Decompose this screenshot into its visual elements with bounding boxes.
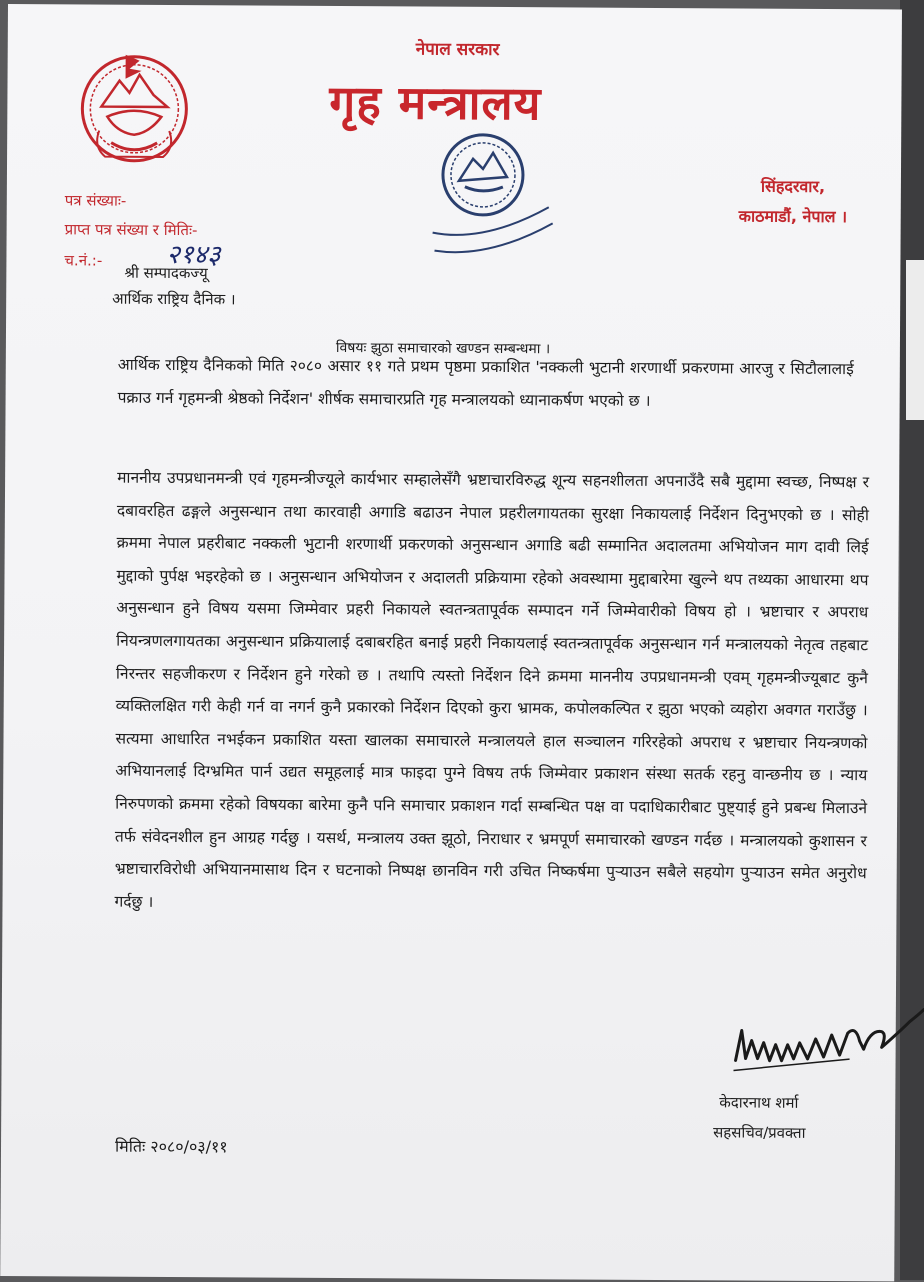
recipient-name: श्री सम्पादकज्यू bbox=[124, 263, 208, 283]
body-paragraph-2: माननीय उपप्रधानमन्त्री एवं गृहमन्त्रीज्यूले कार्यभार सम्हालेसँगै भ्रष्टाचारविरुद्ध शून्य सहनशीलता अपनाउँदै सबै मुद्दामा स्वच्छ, निष्पक्ष र दबावरहित ढङ्गले अनुसन्धान तथा कारवाही अगाडि बढाउन नेपाल प्रहरीलगायतका सुरक्षा निकायलाई निर्देशन दिनुभएको छ । सोही क्रममा नेपाल प्रहरीबाट नक्कली भुटानी शरणार्थी प्रकरणको अनुसन्धान अगाडि बढी सम्मानित अदालतमा अभियोजन माग दावी लिई मुद्दाको पुर्पक्ष भइरहेको छ । अनुसन्धान अभियोजन र अदालती प्रक्रियामा रहेको अवस्थामा मुद्दाबारेमा खुल्ने थप तथ्यका आधारमा थप अनुसन्धान हुने विषय यसमा जिम्मेवार प्रहरी निकायले स्वतन्त्रतापूर्वक सम्पादन गर्ने जिम्मेवारीको विषय हो । भ्रष्टाचार र अपराध नियन्त्रणलगायतका अनुसन्धान प्रक्रियालाई दबाबरहित बनाई प्रहरी निकायलाई स्वतन्त्रतापूर्वक अनुसन्धान गर्न मन्त्रालयको नेतृत्व तहबाट निरन्तर सहजीकरण र निर्देशन हुने गरेको छ । तथापि त्यस्तो निर्देशन दिने क्रममा माननीय उपप्रधानमन्त्री एवम् गृहमन्त्रीज्यूबाट कुनै व्यक्तिलक्षित गरी केही गर्न वा नगर्न कुनै प्रकारको निर्देशन दिएको कुरा भ्रामक, कपोलकल्पित र झुठा भएको व्यहोरा अवगत गराउँछु । सत्यमा आधारित नभईकन प्रकाशित यस्ता खालका समाचारले मन्त्रालयले हाल सञ्चालन गरिरहेको अपराध र भ्रष्टाचार नियन्त्रणको अभियानलाई दिग्भ्रमित पार्न उद्यत समूहलाई मात्र फाइदा पुग्ने विषय तर्फ जिम्मेवार प्रकाशन संस्था सतर्क रहनु वान्छनीय छ । न्याय निरुपणको क्रममा रहेको विषयका बारेमा कुनै पनि समाचार प्रकाशन गर्दा सम्बन्धित पक्ष वा पदाधिकारीबाट पुष्ट्याई हुने प्रबन्ध मिलाउने तर्फ संवेदनशील हुन आग्रह गर्दछु । यसर्थ, मन्त्रालय उक्त झूठो, निराधार र भ्रमपूर्ण समाचारको खण्डन गर्दछ । मन्त्रालयको कुशासन र भ्रष्टाचारविरोधी अभियानमासाथ दिन र घटनाको निष्पक्ष छानविन गरी उचित निष्कर्षमा पुऱ्याउन सबैले सहयोग पुऱ्याउन समेत अनुरोध गर्दछु । bbox=[114, 468, 870, 911]
body-paragraph-1: आर्थिक राष्ट्रिय दैनिकको मिति २०८० असार ११ गते प्रथम पृष्ठमा प्रकाशित 'नक्कली भुटानी शरणार्थी प्रकरणमा आरजु र सिटौलालाई पक्राउ गर्न गृहमन्त्री श्रेष्ठको निर्देशन' शीर्षक समाचारप्रति गृह मन्त्रालयको ध्यानाकर्षण भएको छ । bbox=[117, 355, 854, 410]
recipient-organization: आर्थिक राष्ट्रिय दैनिक । bbox=[112, 289, 236, 309]
nepal-emblem-icon bbox=[71, 46, 198, 173]
letter-date: मितिः २०८०/०३/११ bbox=[114, 1136, 228, 1157]
ministry-stamp-icon bbox=[424, 125, 561, 262]
letter-sheet bbox=[0, 4, 902, 1281]
dispatch-number-label: च.नं.:- bbox=[64, 251, 103, 270]
dispatch-number-handwritten: २१४३ bbox=[166, 239, 221, 271]
received-number-label: प्राप्त पत्र संख्या र मितिः- bbox=[64, 220, 198, 240]
letter-number-label: पत्र संख्याः- bbox=[64, 191, 127, 210]
background-edge bbox=[900, 0, 924, 1280]
handwritten-signature-icon bbox=[729, 1000, 924, 1087]
government-heading: नेपाल सरकार bbox=[415, 39, 500, 61]
location-line-1: सिंहदरवार, bbox=[760, 176, 826, 196]
signatory-title: सहसचिव/प्रवक्ता bbox=[713, 1123, 806, 1142]
location-line-2: काठमाडौं, नेपाल । bbox=[738, 206, 848, 227]
background-paper-edge bbox=[906, 260, 924, 420]
signatory-name: केदारनाथ शर्मा bbox=[719, 1093, 799, 1112]
ministry-heading: गृह मन्त्रालय bbox=[329, 74, 542, 131]
subject-line: विषयः झुठा समाचारको खण्डन सम्बन्धमा । bbox=[335, 340, 551, 358]
